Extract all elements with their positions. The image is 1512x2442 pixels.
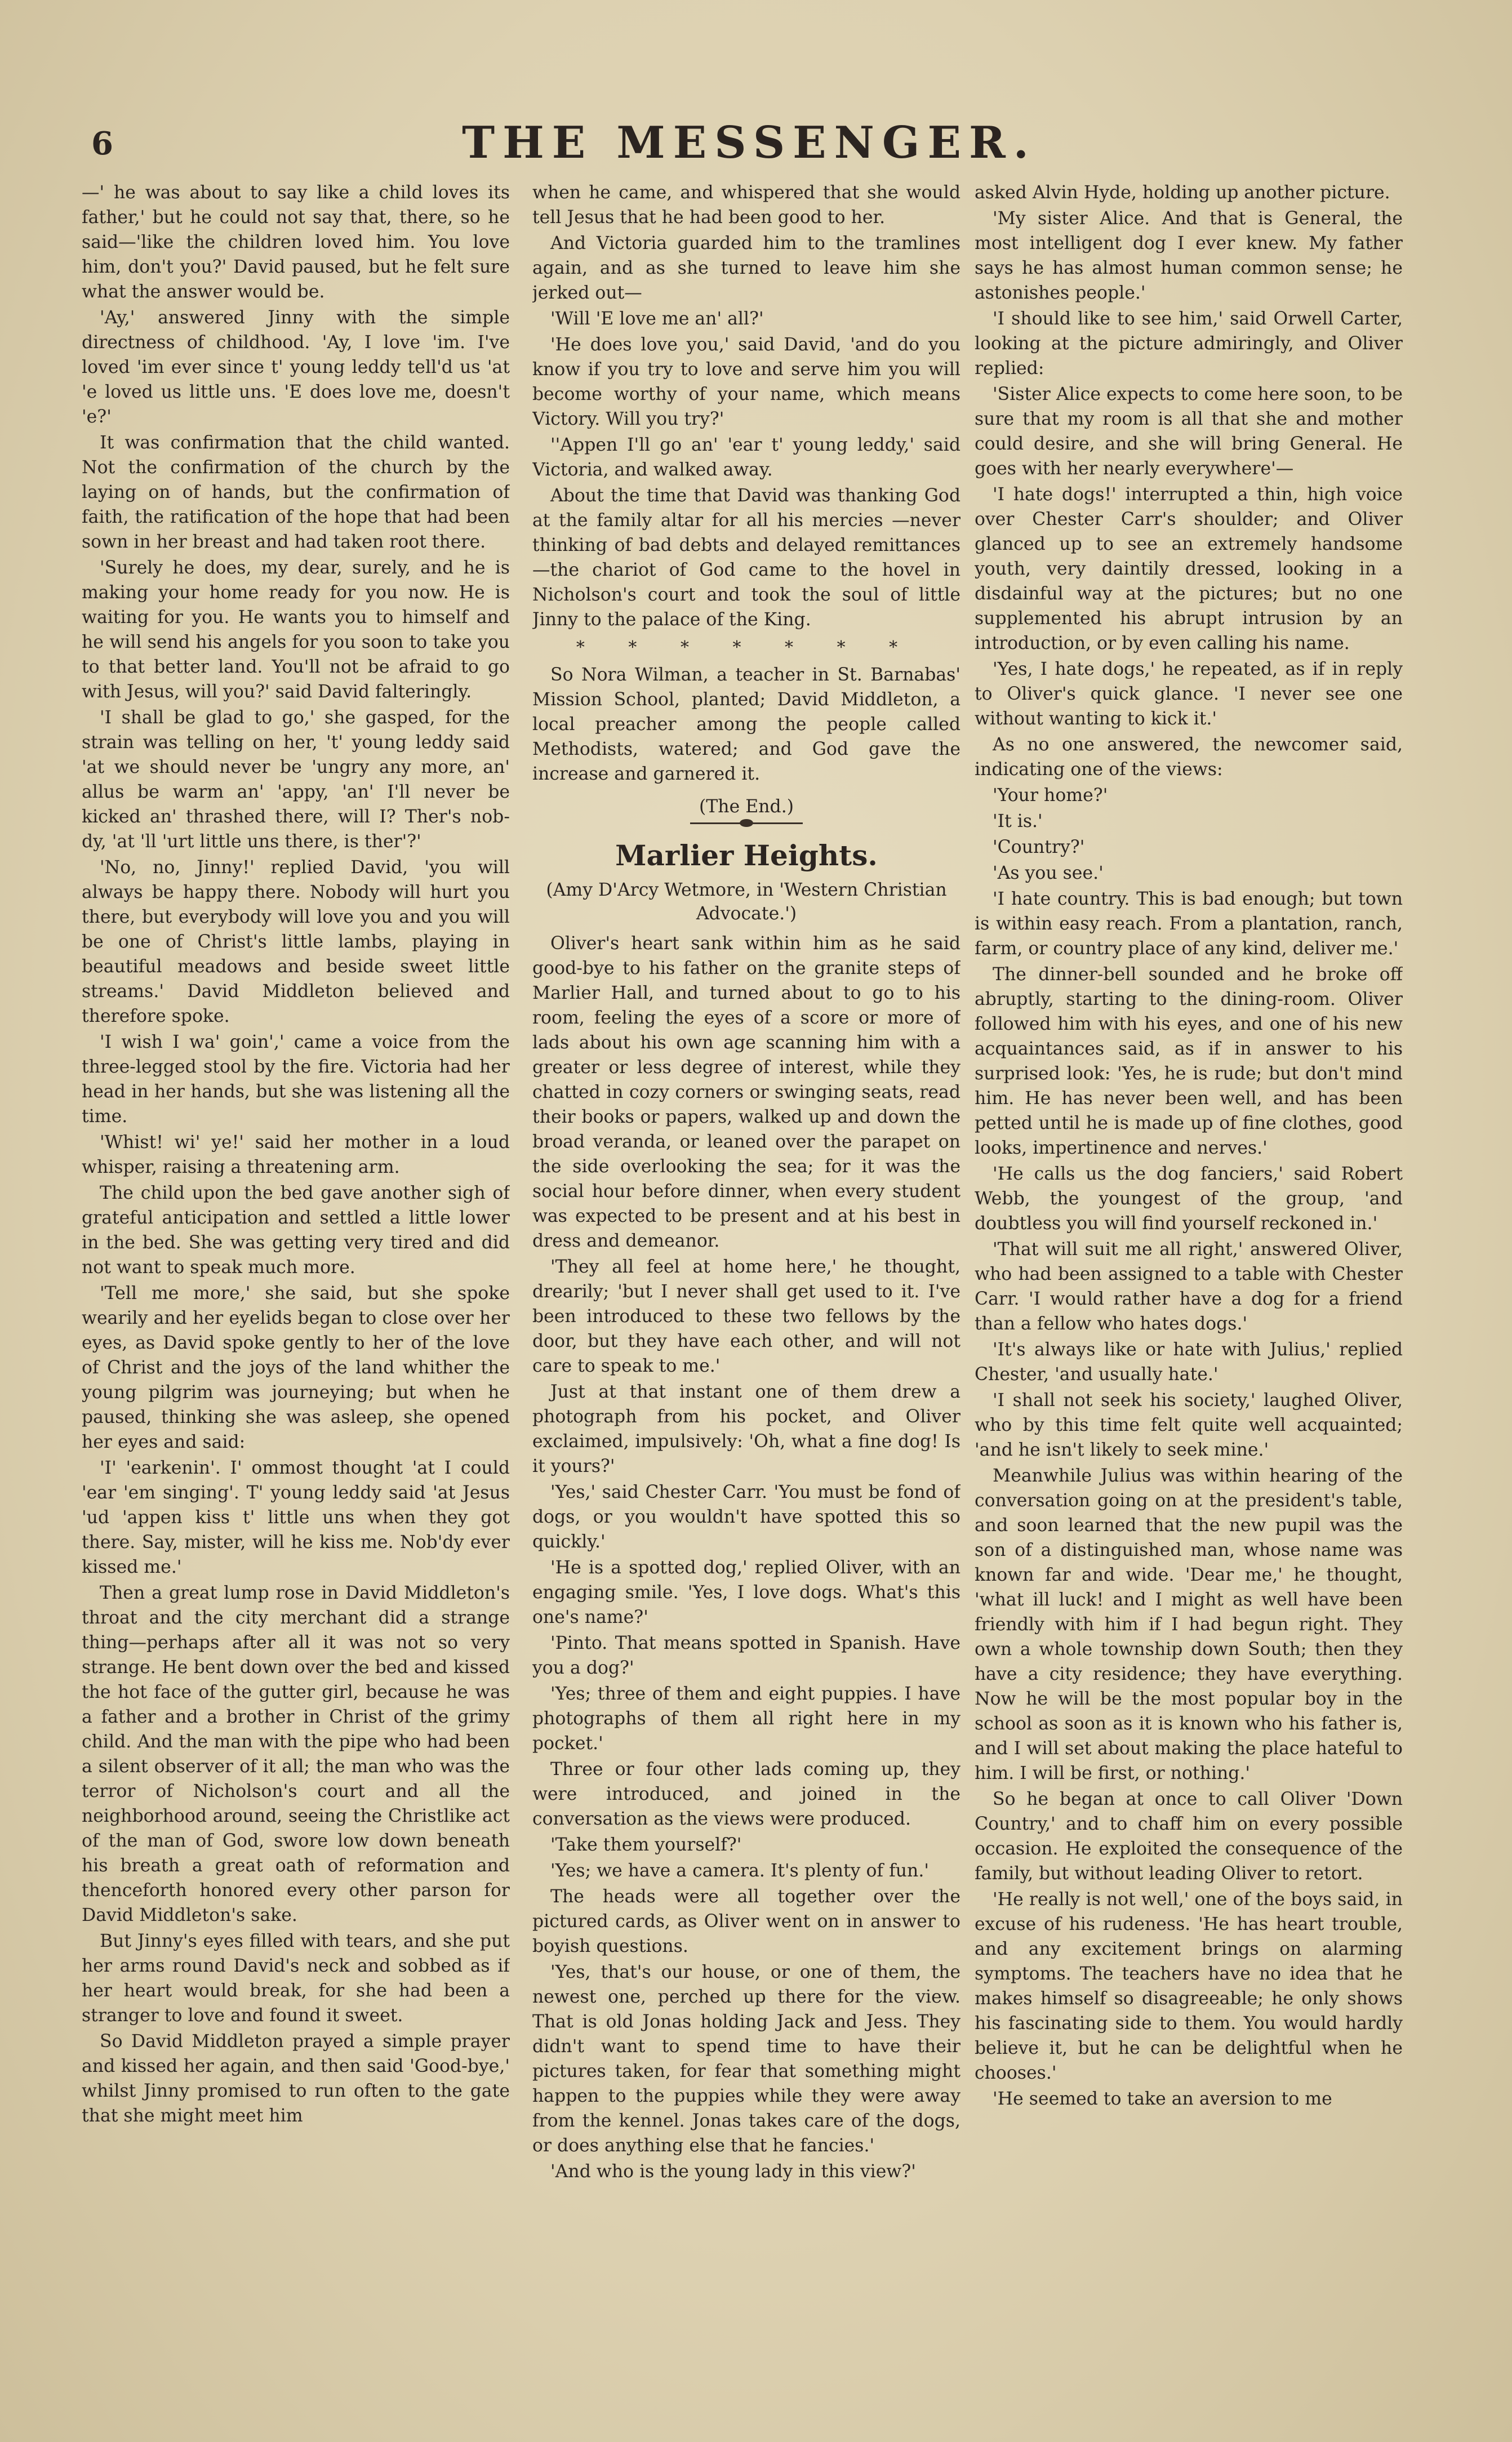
paragraph: 'He is a spotted dog,' replied Oliver, with an engaging smile. 'Yes, I love dogs. What's this one's name?' bbox=[532, 1558, 960, 1627]
paragraph: 'Yes; we have a camera. It's plenty of fun.' bbox=[550, 1861, 929, 1881]
paragraph: 'Ay,' answered Jinny with the simple directness of childhood. 'Ay, I love 'im. I've loved 'im ever since t' young leddy tell'd us 'at 'e loved us little uns. 'E does love me, doesn't 'e?' bbox=[82, 308, 510, 427]
paragraph: 'He calls us the dog fanciers,' said Robert Webb, the youngest of the group, 'and doubtless you will find yourself reckoned in.' bbox=[975, 1164, 1403, 1234]
masthead: THE MESSENGER. bbox=[462, 117, 1037, 168]
paragraph: 'Your home?' bbox=[993, 785, 1108, 806]
paragraph: 'It is.' bbox=[993, 811, 1043, 831]
paragraph: asked Alvin Hyde, holding up another picture. bbox=[975, 183, 1390, 203]
paragraph: And Victoria guarded him to the tramlines again, and as she turned to leave him she jerked out— bbox=[532, 233, 960, 303]
paragraph: So he began at once to call Oliver 'Down Country,' and to chaff him on every possible occasion. He exploited the consequence of the family, but without leading Oliver to retort. bbox=[975, 1789, 1403, 1884]
page-header bbox=[85, 113, 1414, 175]
paragraph: 'They all feel at home here,' he thought, drearily; 'but I never shall get used to it. I've been introduced to these two fellows by the door, but they have each other, and will not care to speak to me.' bbox=[532, 1257, 960, 1376]
paragraph: 'I wish I wa' goin',' came a voice from the three-legged stool by the fire. Victoria had her head in her hands, but she was listening all the time. bbox=[82, 1032, 510, 1127]
paragraph: 'Yes,' said Chester Carr. 'You must be fond of dogs, or you wouldn't have spotted this so quickly.' bbox=[532, 1482, 960, 1552]
paragraph: 'No, no, Jinny!' replied David, 'you will always be happy there. Nobody will hurt you there, but everybody will love you and you will be one of Christ's little lambs, playing in beautiful meadows and beside sweet little streams.' David Middleton believed and therefore spoke. bbox=[82, 857, 510, 1026]
the-end-label: (The End.) bbox=[699, 797, 794, 817]
column-1 bbox=[82, 180, 510, 2276]
paragraph: 'I shall be glad to go,' she gasped, for the strain was telling on her, 't' young leddy said 'at we should never be 'ungry any more, an' allus be warm an' 'appy, 'an' I'll never be kicked an' thrashed there, will I? Ther's nob-dy, 'at 'll 'urt little uns there, is ther'?' bbox=[82, 708, 510, 852]
paragraph: Meanwhile Julius was within hearing of the conversation going on at the president's table, and soon learned that the new pupil was the son of a distinguished man, whose name was known far and wide. 'Dear me,' he thought, 'what ill luck! and I might as well have been friendly with him if I had begun right. They own a whole township down South; then they have a city residence; they have everything. Now he will be the most popular boy in the school as soon as it is known who his father is, and I will set about making the place hateful to him. I will be first, or nothing.' bbox=[975, 1466, 1403, 1783]
paragraph: The dinner-bell sounded and he broke off abruptly, starting to the dining-room. Oliver followed him with his eyes, and one of his new acquaintances said, as if in answer to his surprised look: 'Yes, he is rude; but don't mind him. He has never been well, and has been petted until he is made up of fine clothes, good looks, impertinence and nerves.' bbox=[975, 964, 1403, 1158]
paragraph: 'Surely he does, my dear, surely, and he is making your home ready for you now. He is waiting for you. He wants you to himself and he will send his angels for you soon to take you to that better land. You'll not be afraid to go with Jesus, will you?' said David falteringly. bbox=[82, 558, 510, 702]
page-number: 6 bbox=[91, 125, 113, 162]
story-byline: (Amy D'Arcy Wetmore, in 'Western Christian Advocate.') bbox=[546, 880, 947, 924]
paragraph: 'Tell me more,' she said, but she spoke wearily and her eyelids began to close over her eyes, as David spoke gently to her of the love of Christ and the joys of the land whither the young pilgrim was journeying; but when he paused, thinking she was asleep, she opened her eyes and said: bbox=[82, 1283, 510, 1452]
paragraph: 'It's always like or hate with Julius,' replied Chester, 'and usually hate.' bbox=[975, 1340, 1403, 1385]
paragraph: Oliver's heart sank within him as he said good-bye to his father on the granite steps of Marlier Hall, and turned about to go to his room, feeling the eyes of a score or more of lads about his own age scanning him with a greater or less degree of interest, while they chatted in cozy corners or swinging seats, read their books or papers, walked up and down the broad veranda, or leaned over the parapet on the side overlooking the sea; for it was the social hour before dinner, when every student was expected to be present and at his best in dress and demeanor. bbox=[532, 933, 960, 1251]
paragraph: 'Yes; three of them and eight puppies. I have photographs of them all right here in my pocket.' bbox=[532, 1684, 960, 1754]
paragraph: It was confirmation that the child wanted. Not the confirmation of the church by the laying on of hands, but the confirmation of faith, the ratification of the hope that had been sown in her breast and had taken root there. bbox=[82, 433, 510, 552]
paragraph: 'I should like to see him,' said Orwell Carter, looking at the picture admiringly, and Oliver replied: bbox=[975, 309, 1403, 379]
column-2 bbox=[532, 180, 960, 2276]
paragraph: 'I hate country. This is bad enough; but town is within easy reach. From a plantation, ranch, farm, or country place of any kind, deliver me.' bbox=[975, 889, 1403, 959]
paragraph: 'Yes, that's our house, or one of them, the newest one, perched up there for the view. That is old Jonas holding Jack and Jess. They didn't want to spend time to have their pictures taken, for fear that something might happen to the puppies while they were away from the kennel. Jonas takes care of the dogs, or does anything else that he fancies.' bbox=[532, 1962, 960, 2156]
column-3 bbox=[975, 180, 1403, 2276]
paragraph: —' he was about to say like a child loves its father,' but he could not say that, there, so he said—'like the children loved him. You love him, don't you?' David paused, but he felt sure what the answer would be. bbox=[82, 183, 510, 302]
paragraph: 'Whist! wi' ye!' said her mother in a loud whisper, raising a threatening arm. bbox=[82, 1132, 510, 1177]
paragraph: 'Pinto. That means spotted in Spanish. Have you a dog?' bbox=[532, 1633, 960, 1678]
ornamental-divider bbox=[690, 822, 803, 824]
paragraph: About the time that David was thanking God at the family altar for all his mercies —never thinking of bad debts and delayed remittances—the chariot of God came to the hovel in Nicholson's court and took the soul of little Jinny to the palace of the King. bbox=[532, 486, 960, 630]
paragraph: 'Country?' bbox=[993, 837, 1085, 857]
paragraph: 'I shall not seek his society,' laughed Oliver, who by this time felt quite well acquainted; 'and he isn't likely to seek mine.' bbox=[975, 1390, 1403, 1460]
paragraph: 'I hate dogs!' interrupted a thin, high voice over Chester Carr's shoulder; and Oliver glanced up to see an extremely handsome youth, very daintily dressed, looking in a disdainful way at the pictures; but no one supplemented his abrupt intrusion by an introduction, or by even calling his name. bbox=[975, 484, 1403, 653]
paragraph: 'Will 'E love me an' all?' bbox=[550, 309, 764, 329]
paragraph: 'Sister Alice expects to come here soon, to be sure that my room is all that she and mother could desire, and she will bring General. He goes with her nearly everywhere'— bbox=[975, 384, 1403, 479]
paragraph: Then a great lump rose in David Middleton's throat and the city merchant did a strange thing—perhaps after all it was not so very strange. He bent down over the bed and kissed the hot face of the gutter girl, because he was a father and a brother in Christ of the grimy child. And the man with the pipe who had been a silent observer of it all; the man who was the terror of Nicholson's court and all the neighborhood around, seeing the Christlike act of the man of God, swore low down beneath his breath a great oath of reformation and thenceforth honored every other parson for David Middleton's sake. bbox=[82, 1583, 510, 1925]
paragraph: 'He does love you,' said David, 'and do you know if you try to love and serve him you will become worthy of your name, which means Victory. Will you try?' bbox=[532, 335, 960, 429]
section-break-stars: * * * * * * * bbox=[576, 638, 917, 657]
story-title: Marlier Heights. bbox=[615, 839, 878, 872]
paragraph: Just at that instant one of them drew a photograph from his pocket, and Oliver exclaimed, impulsively: 'Oh, what a fine dog! Is it yours?' bbox=[532, 1382, 960, 1476]
paragraph: The heads were all together over the pictured cards, as Oliver went on in answer to boyish questions. bbox=[532, 1887, 960, 1956]
paragraph: ''Appen I'll go an' 'ear t' young leddy,' said Victoria, and walked away. bbox=[532, 435, 960, 480]
paragraph: The child upon the bed gave another sigh of grateful anticipation and settled a little lower in the bed. She was getting very tired and did not want to speak much more. bbox=[82, 1183, 510, 1278]
paragraph: 'He seemed to take an aversion to me bbox=[993, 2089, 1332, 2109]
paragraph: As no one answered, the newcomer said, indicating one of the views: bbox=[975, 735, 1403, 780]
paragraph: But Jinny's eyes filled with tears, and she put her arms round David's neck and sobbed as if her heart would break, for she had been a stranger to love and found it sweet. bbox=[82, 1931, 510, 2026]
paragraph: So Nora Wilman, a teacher in St. Barnabas' Mission School, planted; David Middleton, a local preacher among the people called Methodists, watered; and God gave the increase and garnered it. bbox=[532, 665, 960, 784]
paragraph: when he came, and whispered that she would tell Jesus that he had been good to her. bbox=[532, 183, 960, 228]
paragraph: Three or four other lads coming up, they were introduced, and joined in the conversation as the views were produced. bbox=[532, 1759, 960, 1829]
paragraph: 'My sister Alice. And that is General, the most intelligent dog I ever knew. My father says he has almost human common sense; he astonishes people.' bbox=[975, 208, 1403, 303]
paragraph: 'Yes, I hate dogs,' he repeated, as if in reply to Oliver's quick glance. 'I never see one without wanting to kick it.' bbox=[975, 659, 1403, 729]
paragraph: 'As you see.' bbox=[993, 863, 1104, 883]
paragraph: 'That will suit me all right,' answered Oliver, who had been assigned to a table with Chester Carr. 'I would rather have a dog for a friend than a fellow who hates dogs.' bbox=[975, 1239, 1403, 1334]
paragraph: 'Take them yourself?' bbox=[550, 1835, 742, 1855]
paragraph: 'And who is the young lady in this view?' bbox=[550, 2161, 916, 2182]
paragraph: 'I' 'earkenin'. I' ommost thought 'at I could 'ear 'em singing'. T' young leddy said 'at Jesus 'ud 'appen kiss t' little uns when they got there. Say, mister, will he kiss me. Nob'dy ever kissed me.' bbox=[82, 1458, 510, 1577]
paragraph: 'He really is not well,' one of the boys said, in excuse of his rudeness. 'He has heart trouble, and any excitement brings on alarming symptoms. The teachers have no idea that he makes himself so disagreeable; he only shows his fascinating side to them. You would hardly believe it, but he can be delightful when he chooses.' bbox=[975, 1889, 1403, 2083]
paragraph: So David Middleton prayed a simple prayer and kissed her again, and then said 'Good-bye,' whilst Jinny promised to run often to the gate that she might meet him bbox=[82, 2031, 510, 2126]
